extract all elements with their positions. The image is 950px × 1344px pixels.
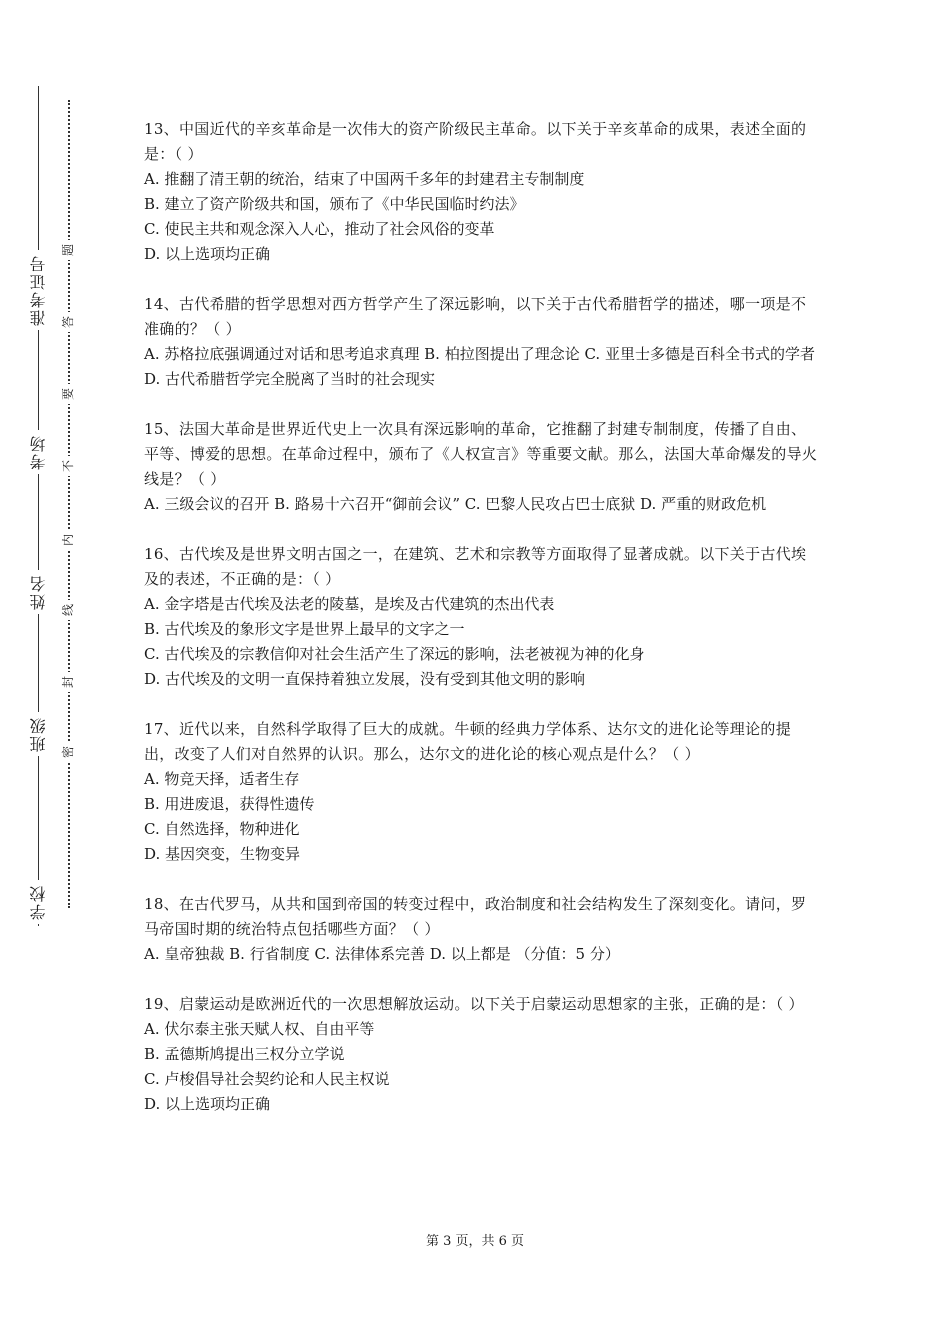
option-d: D. 古代埃及的文明一直保持着独立发展，没有受到其他文明的影响 xyxy=(144,670,586,688)
seal-char: 不 xyxy=(58,456,78,476)
page-number-footer: 第 3 页，共 6 页 xyxy=(425,1234,525,1249)
inline-options: A. 苏格拉底强调通过对话和思考追求真理 B. 柏拉图提出了理念论 C. 亚里士多德是百科全书式的学者 D. 古代希腊哲学完全脱离了当时的社会现实 xyxy=(144,345,815,388)
option-a: A. 推翻了清王朝的统治，结束了中国两千多年的封建君主专制制度 xyxy=(144,170,585,188)
question-stem: 13、中国近代的辛亥革命是一次伟大的资产阶级民主革命。以下关于辛亥革命的成果，表述全面的是：（ ） xyxy=(144,120,807,163)
option-b: B. 孟德斯鸠提出三权分立学说 xyxy=(144,1045,345,1063)
inline-options: A. 皇帝独裁 B. 行省制度 C. 法律体系完善 D. 以上都是 （分值：5 分） xyxy=(144,945,620,963)
option-a: A. 物竞天择，适者生存 xyxy=(144,770,300,788)
question-stem: 18、在古代罗马，从共和国到帝国的转变过程中，政治制度和社会结构发生了深刻变化。请问，罗马帝国时期的统治特点包括哪些方面？（ ） xyxy=(144,895,807,938)
seal-char: 内 xyxy=(58,530,78,550)
seal-char: 密 xyxy=(58,742,78,762)
binding-solid-line xyxy=(38,86,39,926)
question-15 xyxy=(144,417,820,517)
question-17 xyxy=(144,717,820,867)
question-19 xyxy=(144,992,820,1117)
question-18 xyxy=(144,892,820,967)
question-stem: 19、启蒙运动是欧洲近代的一次思想解放运动。以下关于启蒙运动思想家的主张，正确的是：（ ） xyxy=(144,995,804,1013)
field-school: 学校 xyxy=(22,880,56,924)
option-b: B. 用进废退，获得性遗传 xyxy=(144,795,315,813)
option-d: D. 以上选项均正确 xyxy=(144,1095,271,1113)
option-c: C. 古代埃及的宗教信仰对社会生活产生了深远的影响，法老被视为神的化身 xyxy=(144,645,645,663)
question-16 xyxy=(144,542,820,692)
question-list xyxy=(144,117,820,1142)
option-b: B. 建立了资产阶级共和国，颁布了《中华民国临时约法》 xyxy=(144,195,525,213)
field-class: 班级 xyxy=(22,712,56,756)
inline-options: A. 三级会议的召开 B. 路易十六召开“御前会议” C. 巴黎人民攻占巴士底狱 D. 严重的财政危机 xyxy=(144,495,767,513)
seal-char: 要 xyxy=(58,384,78,404)
seal-char: 封 xyxy=(58,672,78,692)
seal-dotted-line xyxy=(68,100,70,908)
binding-margin xyxy=(0,0,100,1344)
option-b: B. 古代埃及的象形文字是世界上最早的文字之一 xyxy=(144,620,465,638)
seal-char: 线 xyxy=(58,600,78,620)
option-a: A. 伏尔泰主张天赋人权、自由平等 xyxy=(144,1020,375,1038)
option-c: C. 使民主共和观念深入人心，推动了社会风俗的变革 xyxy=(144,220,495,238)
field-exam-number: 准考证号 xyxy=(22,250,56,330)
option-a: A. 金字塔是古代埃及法老的陵墓，是埃及古代建筑的杰出代表 xyxy=(144,595,555,613)
question-stem: 16、古代埃及是世界文明古国之一，在建筑、艺术和宗教等方面取得了显著成就。以下关于古代埃及的表述，不正确的是：（ ） xyxy=(144,545,807,588)
question-stem: 15、法国大革命是世界近代史上一次具有深远影响的革命，它推翻了封建专制制度，传播了自由、平等、博爱的思想。在革命过程中，颁布了《人权宣言》等重要文献。那么，法国大革命爆发的导火线是？（ ） xyxy=(144,420,818,488)
option-d: D. 基因突变，生物变异 xyxy=(144,845,301,863)
option-c: C. 自然选择，物种进化 xyxy=(144,820,300,838)
option-c: C. 卢梭倡导社会契约论和人民主权说 xyxy=(144,1070,390,1088)
seal-char: 答 xyxy=(58,312,78,332)
field-exam-room: 考场 xyxy=(22,430,56,474)
question-stem: 17、近代以来，自然科学取得了巨大的成就。牛顿的经典力学体系、达尔文的进化论等理论的提出，改变了人们对自然界的认识。那么，达尔文的进化论的核心观点是什么？（ ） xyxy=(144,720,791,763)
option-d: D. 以上选项均正确 xyxy=(144,245,271,263)
seal-char: 题 xyxy=(58,240,78,260)
field-name: 姓名 xyxy=(22,570,56,614)
question-13 xyxy=(144,117,820,267)
question-14 xyxy=(144,292,820,392)
question-stem: 14、古代希腊的哲学思想对西方哲学产生了深远影响，以下关于古代希腊哲学的描述，哪一项是不准确的？（ ） xyxy=(144,295,807,338)
